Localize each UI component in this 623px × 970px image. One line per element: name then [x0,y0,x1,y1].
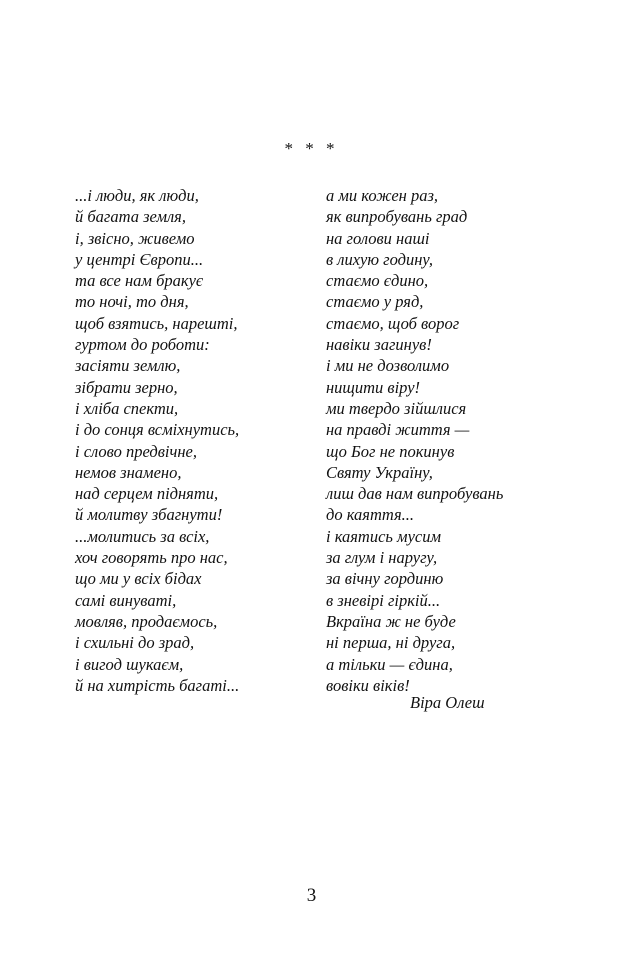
poem-line: і, звісно, живемо [75,228,195,248]
poem-line: стаємо у ряд, [326,292,424,312]
poem-line: і схильні до зрад, [75,633,195,653]
poem-line: ...молитись за всіх, [75,526,210,546]
poem-line: мовляв, продаємось, [75,611,218,631]
poem-line: немов знамено, [75,462,182,482]
poem-line: ...і люди, як люди, [75,186,199,205]
poem-line: на голови наші [326,228,430,248]
poem-line: й на хитрість багаті... [75,675,240,695]
poem-line: хоч говорять про нас, [75,548,228,568]
poem-line: і каятись мусим [326,526,442,546]
poem-line: вовіки віків! [326,675,410,695]
poem-line: за глум і наругу, [326,548,438,568]
section-separator: * * * [284,139,339,158]
poem-left-column [75,185,239,696]
poem-line: Святу Україну, [326,462,433,482]
poem-line: самі винуваті, [75,590,177,610]
poem-right-column [326,185,503,696]
poem-line: що Бог не покинув [326,441,455,461]
poem-line: й багата земля, [75,207,186,227]
poem-line: навіки загинув! [326,335,432,355]
page-number: 3 [306,885,317,906]
poem-line: гуртом до роботи: [75,335,210,355]
poem-line: й молитву збагнути! [75,505,223,525]
poem-line: лиш дав нам випробувань [326,484,504,504]
poem-line: на правді життя — [326,420,470,440]
poem-line: а ми кожен раз, [326,186,439,205]
poem-line: нищити віру! [326,377,421,397]
poem-line: в зневірі гіркій... [326,590,441,610]
poem-line: ми твердо зійшлися [326,398,467,418]
poem-line: у центрі Європи... [75,249,204,269]
poem-line: і вигод шукаєм, [75,654,184,674]
poem-line: за вічну гординю [326,569,444,589]
poem-line: і хліба спекти, [75,398,179,418]
poem-line: стаємо, щоб ворог [326,313,460,333]
poem-line: і ми не дозволимо [326,356,450,376]
poem-line: над серцем підняти, [75,484,219,504]
poem-line: та все нам бракує [75,271,204,291]
poem-line: в лихую годину, [326,249,434,269]
poem-line: і до сонця всміхнутись, [75,420,240,440]
poem-line: стаємо єдино, [326,271,429,291]
poem-line: ні перша, ні друга, [326,633,456,653]
poem-line: до каяття... [326,505,415,525]
poem-line: і слово предвічне, [75,441,198,461]
poem-line: то ночі, то дня, [75,292,189,312]
poem-line: а тільки — єдина, [326,654,453,674]
poem-line: як випробувань град [326,207,468,227]
poem-line: засіяти землю, [75,356,181,376]
poem-line: щоб взятись, нарешті, [75,313,238,333]
poem-line: що ми у всіх бідах [75,569,202,589]
poem-line: Вкраїна ж не буде [326,611,456,631]
poem-line: зібрати зерно, [75,377,178,397]
poem-author: Віра Олеш [410,693,485,712]
